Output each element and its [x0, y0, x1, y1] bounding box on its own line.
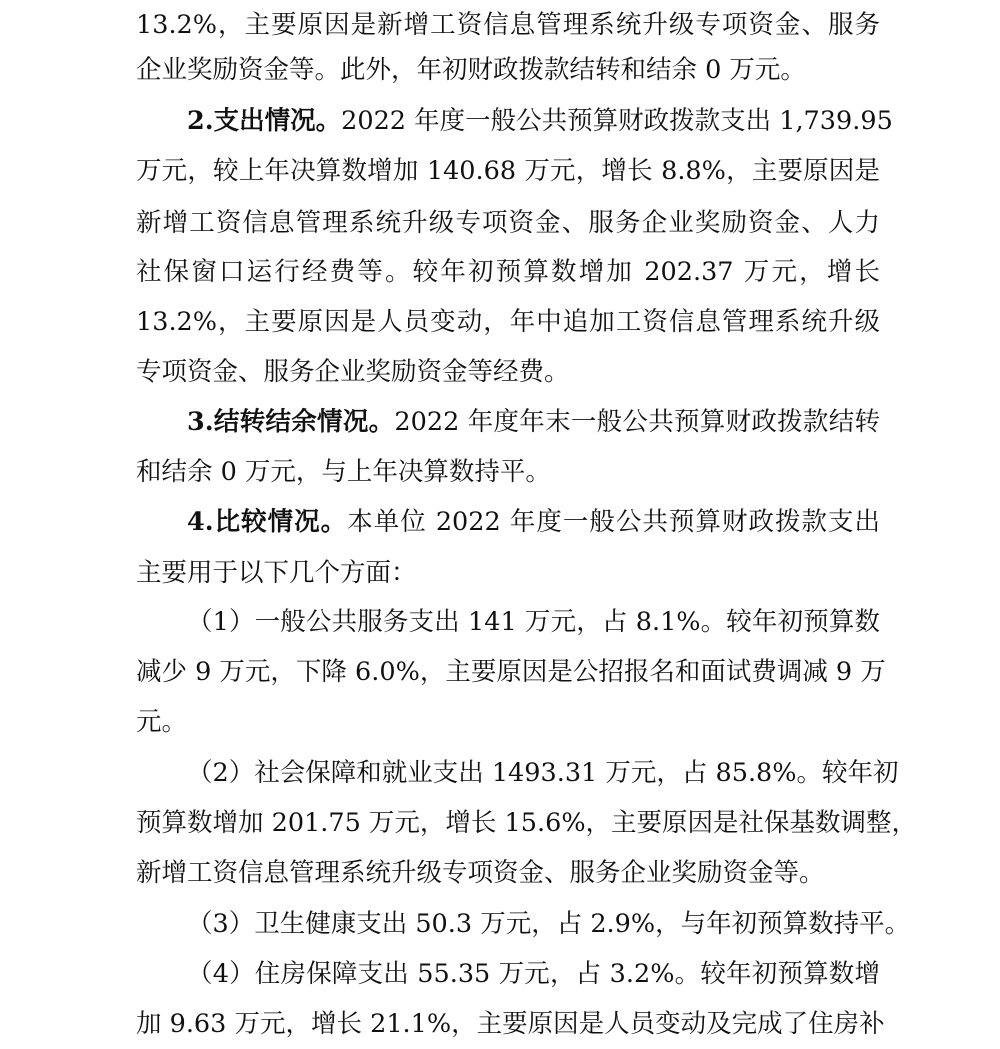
- section-heading: 2.支出情况。: [187, 106, 342, 136]
- list-item-line: [187, 597, 880, 647]
- paragraph-line: [136, 297, 880, 347]
- line-text: 13.2%，主要原因是人员变动，年中追加工资信息管理系统升级: [136, 307, 880, 337]
- section-heading-line: [187, 96, 893, 146]
- line-text: 万元，较上年决算数增加 140.68 万元，增长 8.8%，主要原因是: [136, 156, 880, 186]
- line-text: 元。: [136, 707, 188, 737]
- line-text: 加 9.63 万元，增长 21.1%，主要原因是人员变动及完成了住房补: [136, 1009, 885, 1039]
- line-text: 和结余 0 万元，与上年决算数持平。: [136, 457, 551, 487]
- paragraph-line: [136, 247, 880, 297]
- section-heading-line: [187, 497, 880, 547]
- line-text: 企业奖励资金等。此外，年初财政拨款结转和结余 0 万元。: [136, 55, 806, 85]
- list-item-line: [187, 748, 899, 798]
- paragraph-line: [136, 347, 880, 397]
- list-item-line: [187, 899, 911, 949]
- section-heading: 3.结转结余情况。: [187, 407, 395, 437]
- line-text: 新增工资信息管理系统升级专项资金、服务企业奖励资金等。: [136, 858, 825, 888]
- paragraph-line: [136, 45, 880, 95]
- paragraph-line: [136, 0, 880, 50]
- line-text: 减少 9 万元，下降 6.0%，主要原因是公招报名和面试费调减 9 万: [136, 657, 886, 687]
- paragraph-line: [136, 447, 880, 497]
- paragraph-line: [136, 548, 880, 598]
- line-text: 2022 年度年末一般公共预算财政拨款结转: [394, 407, 880, 437]
- line-text: （3）卫生健康支出 50.3 万元，占 2.9%，与年初预算数持平。: [187, 909, 911, 939]
- paragraph-line: [136, 198, 880, 248]
- line-text: 新增工资信息管理系统升级专项资金、服务企业奖励资金、人力: [136, 208, 880, 238]
- list-item-line: [187, 949, 880, 999]
- line-text: 预算数增加 201.75 万元，增长 15.6%，主要原因是社保基数调整，: [136, 808, 918, 838]
- line-text: 本单位 2022 年度一般公共预算财政拨款支出: [347, 507, 880, 537]
- section-heading: 4.比较情况。: [187, 507, 348, 537]
- line-text: 社保窗口运行经费等。较年初预算数增加 202.37 万元，增长: [136, 257, 880, 287]
- line-text: 主要用于以下几个方面：: [136, 558, 417, 588]
- section-heading-line: [187, 397, 880, 447]
- line-text: （1）一般公共服务支出 141 万元，占 8.1%。较年初预算数: [187, 607, 880, 637]
- line-text: 2022 年度一般公共预算财政拨款支出 1,739.95: [341, 106, 893, 136]
- paragraph-line: [136, 146, 880, 196]
- line-text: （2）社会保障和就业支出 1493.31 万元，占 85.8%。较年初: [187, 758, 899, 788]
- line-text: 专项资金、服务企业奖励资金等经费。: [136, 357, 570, 387]
- line-text: （4）住房保障支出 55.35 万元，占 3.2%。较年初预算数增: [187, 959, 880, 989]
- line-text: 13.2%，主要原因是新增工资信息管理系统升级专项资金、服务: [136, 10, 880, 40]
- paragraph-line: [136, 798, 918, 848]
- paragraph-line: [136, 647, 886, 697]
- paragraph-line: [136, 697, 880, 747]
- paragraph-line: [136, 848, 880, 898]
